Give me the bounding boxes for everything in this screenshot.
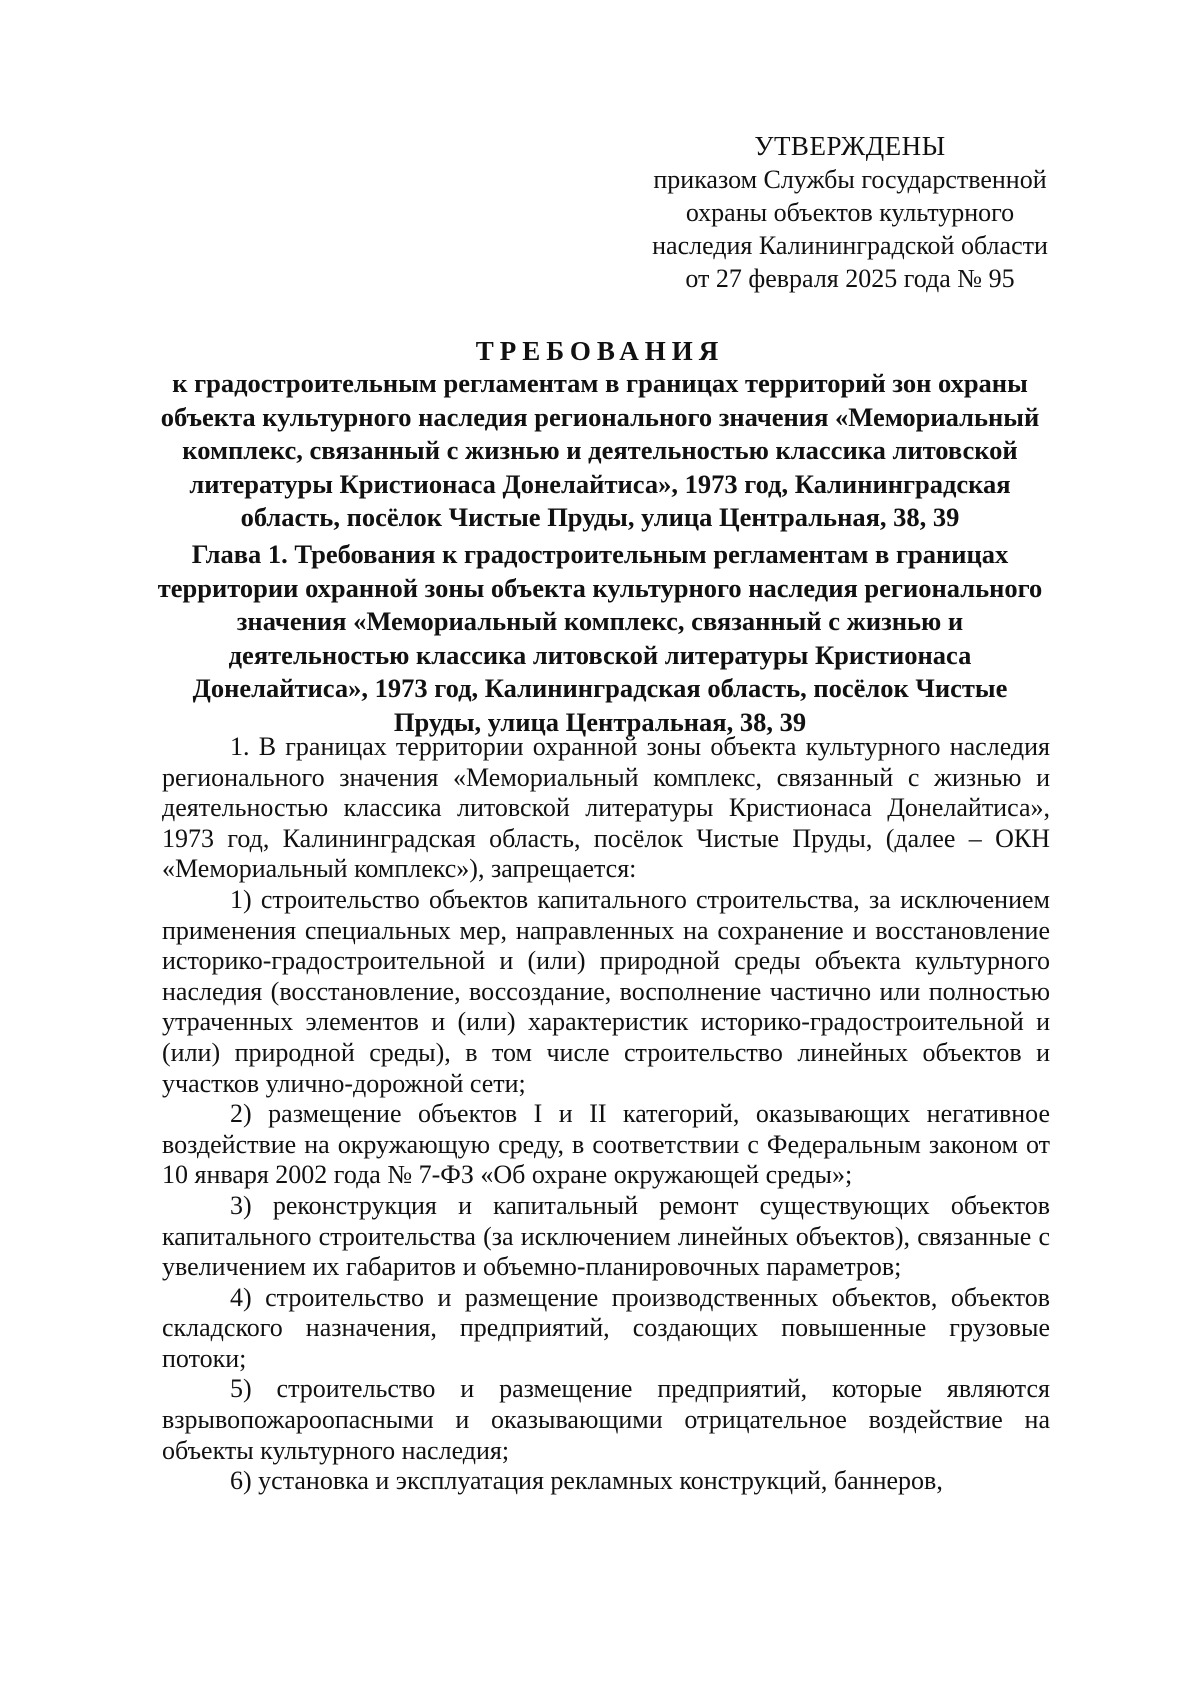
chapter-heading: Глава 1. Требования к градостроительным регламентам в границах территории охранной зоны объекта культурного наследия регионального значения «Мемориальный комплекс, связанный с жизнью и деятельностью классика литовской литературы Кристионаса Донелайтиса», 1973 год, Калининградская область, посёлок Чистые Пруды, улица Центральная, 38, 39 <box>157 539 1043 737</box>
list-item: 1) строительство объектов капитального строительства, за исключением применения специальных мер, направленных на сохранение и восстановление историко-градостроительной и (или) природной среды объекта культурного наследия (восстановление, воссоздание, восполнение частично или полностью утраченных элементов и (или) характеристик историко-градостроительной и (или) природной среды), в том числе строительство линейных объектов и участков улично-дорожной сети; <box>162 884 1050 1098</box>
document-subtitle: к градостроительным регламентам в границах территорий зон охраны объекта культурного наследия регионального значения «Мемориальный комплекс, связанный с жизнью и деятельностью классика литовской литературы Кристионаса Донелайтиса», 1973 год, Калининградская область, посёлок Чистые Пруды, улица Центральная, 38, 39 <box>160 368 1040 532</box>
document-title: ТРЕБОВАНИЯ <box>475 336 725 366</box>
list-item: 2) размещение объектов I и II категорий, оказывающих негативное воздействие на окружающую среду, в соответствии с Федеральным законом от 10 января 2002 года № 7-ФЗ «Об охране окружающей среды»; <box>162 1099 1050 1190</box>
approval-line: наследия Калининградской области <box>652 231 1048 260</box>
approval-title: УТВЕРЖДЕНЫ <box>754 131 946 161</box>
approval-stamp <box>640 130 1060 295</box>
body-text <box>162 732 1050 1497</box>
list-item: 6) установка и эксплуатация рекламных конструкций, баннеров, <box>230 1466 943 1496</box>
approval-line: охраны объектов культурного <box>685 198 1015 227</box>
list-item: 3) реконструкция и капитальный ремонт существующих объектов капитального строительства (за исключением линейных объектов), связанные с увеличением их габаритов и объемно-планировочных параметров; <box>162 1190 1050 1282</box>
list-item: 5) строительство и размещение предприятий, которые являются взрывопожароопасными и оказывающими отрицательное воздействие на объекты культурного наследия; <box>162 1374 1050 1465</box>
approval-line: приказом Службы государственной <box>653 165 1047 194</box>
approval-date: от 27 февраля 2025 года № 95 <box>685 264 1015 293</box>
paragraph-intro: 1. В границах территории охранной зоны объекта культурного наследия регионального значения «Мемориальный комплекс, связанный с жизнью и деятельностью классика литовской литературы Кристионаса Донелайтиса», 1973 год, Калининградская область, посёлок Чистые Пруды, (далее – ОКН «Мемориальный комплекс»), запрещается: <box>162 732 1050 884</box>
list-item: 4) строительство и размещение производственных объектов, объектов складского назначения, предприятий, создающих повышенные грузовые потоки; <box>162 1282 1050 1373</box>
